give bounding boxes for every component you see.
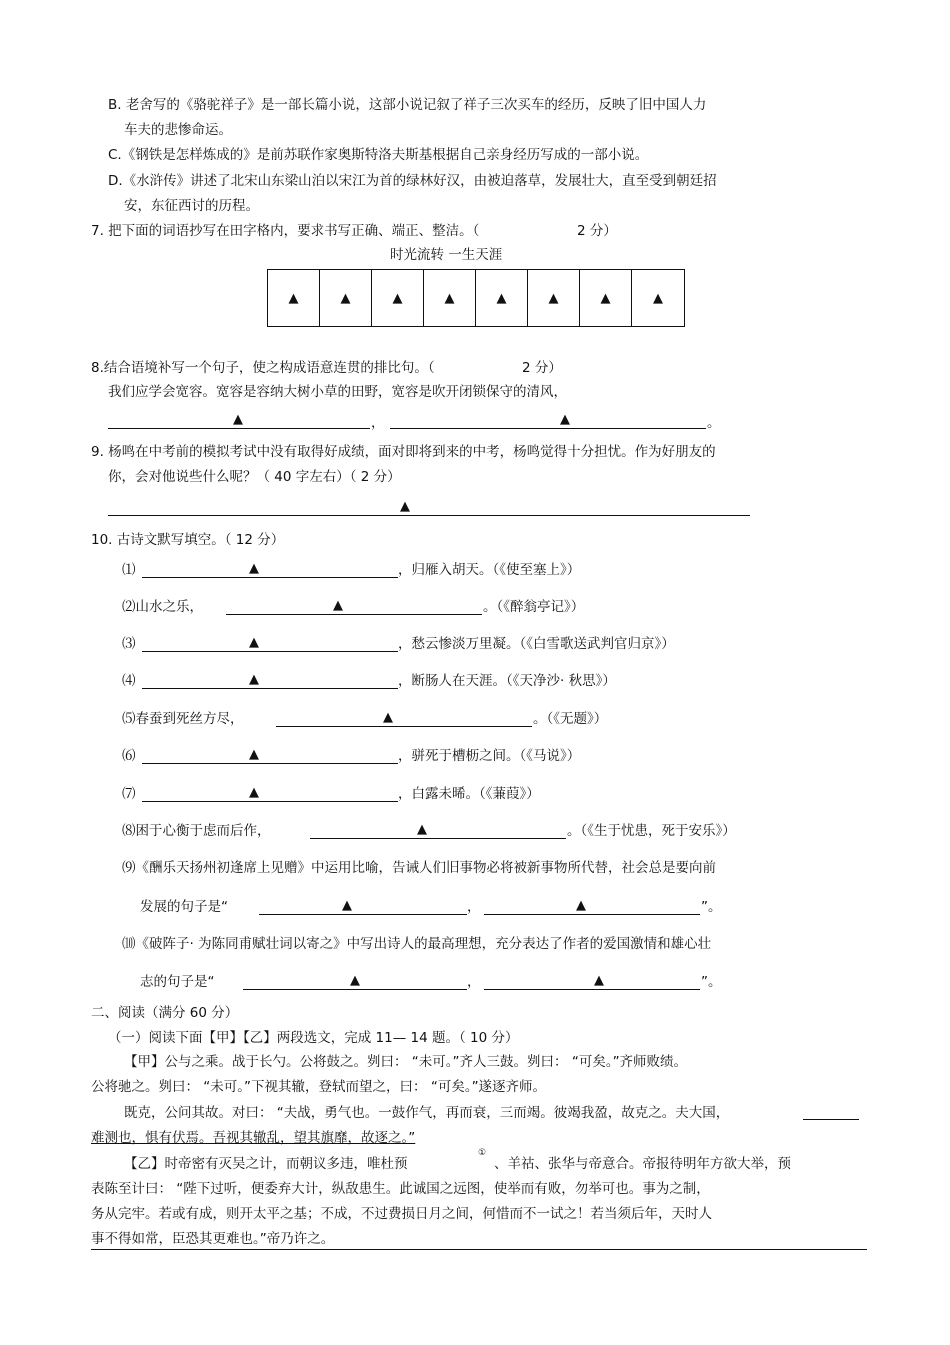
- grid-cell[interactable]: ▲: [320, 270, 372, 326]
- q8-context: 我们应学会宽容。宽容是容纳大树小草的田野，宽容是吹开闭锁保守的清风，: [108, 384, 567, 400]
- q8-comma: ，: [371, 415, 385, 431]
- q10-item10-comma: ，: [467, 974, 481, 990]
- q10-item2-num: ⑵山水之乐，: [122, 599, 203, 615]
- q9-line1: 9. 杨鸣在中考前的模拟考试中没有取得好成绩，面对即将到来的中考，杨鸣觉得十分担忧。作为好朋友的: [91, 444, 716, 460]
- passage-yi-line2: 表陈至计曰： “陛下过听，便委弃大计，纵敌患生。此诚国之远图，使举而有败，勿举可也。事为之制，: [91, 1181, 710, 1197]
- q10-item10-line1: ⑽《破阵子· 为陈同甫赋壮词以寄之》中写出诗人的最高理想，充分表达了作者的爱国激情和雄心壮: [122, 936, 712, 952]
- q10-item10-close: ”。: [701, 974, 722, 990]
- q7-words: 时光流转 一生天涯: [390, 247, 503, 263]
- q10-item3-num: ⑶: [122, 636, 136, 652]
- q8-prompt: 8.结合语境补写一个句子，使之构成语意连贯的排比句。（: [91, 360, 435, 376]
- blank-marker: ▲: [249, 672, 259, 687]
- passage-yi-line1b: 、羊祜、张华与帝意合。帝报待明年方欲大举，预: [494, 1156, 791, 1172]
- q10-item10-line2: 志的句子是“: [140, 974, 215, 990]
- q10-item7-num: ⑺: [122, 786, 136, 802]
- option-d-line1: D.《水浒传》讲述了北宋山东梁山泊以宋江为首的绿林好汉，由被迫落草，发展壮大，直至受到朝廷招: [108, 173, 717, 189]
- reading-section-title: 二、阅读（满分 60 分）: [91, 1005, 239, 1021]
- grid-cell[interactable]: ▲: [528, 270, 580, 326]
- answer-line[interactable]: [484, 914, 700, 915]
- q10-item4-text: ，断肠人在天涯。（《天净沙· 秋思》）: [398, 673, 616, 689]
- passage-jia-line4: 难测也，惧有伏焉。吾视其辙乱，望其旗靡，故逐之。”: [91, 1130, 416, 1146]
- blank-marker: ▲: [342, 898, 352, 913]
- answer-line[interactable]: [108, 515, 750, 516]
- answer-line[interactable]: [142, 801, 398, 802]
- q10-item5-text: 。（《无题》）: [533, 711, 608, 727]
- option-d-line2: 安，东征西讨的历程。: [124, 198, 259, 214]
- blank-marker: ▲: [333, 598, 343, 613]
- passage-jia-line1: 【甲】公与之乘。战于长勺。公将鼓之。刿曰： “未可。”齐人三鼓。刿曰： “可矣。”齐师败绩。: [124, 1054, 688, 1070]
- answer-line[interactable]: [390, 428, 706, 429]
- passage-yi-line3: 务从完牢。若或有成，则开太平之基；不成，不过费损日月之间，何惜而不一试之！若当须后年，天时人: [91, 1206, 712, 1222]
- q10-item6-text: ，骈死于槽枥之间。（《马说》）: [398, 748, 581, 764]
- passage-yi-line4: 事不得如常，臣恐其更难也。”帝乃许之。: [91, 1231, 335, 1247]
- footnote-marker: ①: [478, 1148, 487, 1158]
- q10-item6-num: ⑹: [122, 748, 136, 764]
- answer-line[interactable]: [142, 577, 398, 578]
- passage-jia-line2: 公将驰之。刿曰： “未可。”下视其辙，登轼而望之，曰： “可矣。”遂逐齐师。: [91, 1079, 547, 1095]
- grid-cell[interactable]: ▲: [476, 270, 528, 326]
- option-b-line2: 车夫的悲惨命运。: [124, 122, 232, 138]
- q10-item4-num: ⑷: [122, 673, 136, 689]
- q9-line2: 你，会对他说些什么呢？（ 40 字左右）（ 2 分）: [108, 469, 401, 485]
- answer-line[interactable]: [259, 914, 467, 915]
- answer-line[interactable]: [310, 838, 566, 839]
- answer-line[interactable]: [276, 726, 532, 727]
- q10-item8-num: ⑻困于心衡于虑而后作，: [122, 823, 271, 839]
- underline-mark: [803, 1119, 859, 1120]
- q10-item9-comma: ，: [467, 899, 481, 915]
- answer-line[interactable]: [142, 763, 398, 764]
- q8-period: 。: [707, 415, 721, 431]
- grid-cell[interactable]: ▲: [653, 290, 663, 306]
- blank-marker: ▲: [249, 561, 259, 576]
- answer-line[interactable]: [142, 651, 398, 652]
- blank-marker: ▲: [249, 747, 259, 762]
- blank-marker: ▲: [560, 412, 570, 427]
- answer-line[interactable]: [108, 428, 370, 429]
- answer-line[interactable]: [243, 989, 467, 990]
- answer-line[interactable]: [142, 688, 398, 689]
- blank-marker: ▲: [249, 635, 259, 650]
- blank-marker: ▲: [594, 973, 604, 988]
- grid-cell[interactable]: ▲: [372, 270, 424, 326]
- option-c-line1: C.《钢铁是怎样炼成的》是前苏联作家奥斯特洛夫斯基根据自己亲身经历写成的一部小说。: [108, 147, 649, 163]
- q10-item8-text: 。（《生于忧患，死于安乐》）: [567, 823, 736, 839]
- grid-cell[interactable]: ▲: [424, 270, 476, 326]
- bottom-rule: [91, 1249, 867, 1250]
- q10-item9-close: ”。: [701, 899, 722, 915]
- q10-item9-line1: ⑼《酬乐天扬州初逢席上见赠》中运用比喻，告诫人们旧事物必将被新事物所代替，社会总是要向前: [122, 860, 716, 876]
- reading-sub-title: （一）阅读下面【甲】【乙】两段选文，完成 11— 14 题。（ 10 分）: [108, 1030, 519, 1046]
- q7-prompt: 7. 把下面的词语抄写在田字格内，要求书写正确、端正、整洁。（: [91, 223, 480, 239]
- q10-item7-text: ，白露未晞。（《蒹葭》）: [398, 786, 540, 802]
- grid-cell[interactable]: ▲: [580, 270, 632, 326]
- tianzi-grid: [267, 269, 685, 327]
- answer-line[interactable]: [226, 614, 482, 615]
- blank-marker: ▲: [576, 898, 586, 913]
- q10-prompt: 10. 古诗文默写填空。（ 12 分）: [91, 532, 285, 548]
- blank-marker: ▲: [383, 710, 393, 725]
- grid-cell[interactable]: ▲: [268, 270, 320, 326]
- blank-marker: ▲: [417, 822, 427, 837]
- answer-line[interactable]: [484, 989, 700, 990]
- q10-item1-text: ，归雁入胡天。（《使至塞上》）: [398, 562, 581, 578]
- option-b-line1: B. 老舍写的《骆驼祥子》是一部长篇小说，这部小说记叙了祥子三次买车的经历，反映了旧中国人力: [108, 97, 707, 113]
- passage-yi-line1a: 【乙】时帝密有灭吴之计，而朝议多违，唯杜预: [124, 1156, 408, 1172]
- q10-item2-text: 。（《醉翁亭记》）: [483, 599, 585, 615]
- q8-score: 2 分）: [522, 360, 562, 376]
- q7-score: 2 分）: [577, 223, 617, 239]
- passage-jia-line3: 既克，公问其故。对曰： “夫战，勇气也。一鼓作气，再而衰，三而竭。彼竭我盈，故克之。夫大国，: [124, 1105, 730, 1121]
- q10-item1-num: ⑴: [122, 562, 136, 578]
- q10-item3-text: ，愁云惨淡万里凝。（《白雪歌送武判官归京》）: [398, 636, 675, 652]
- q10-item5-num: ⑸春蚕到死丝方尽，: [122, 711, 244, 727]
- blank-marker: ▲: [400, 499, 410, 514]
- blank-marker: ▲: [249, 785, 259, 800]
- q10-item9-line2: 发展的句子是“: [140, 899, 228, 915]
- blank-marker: ▲: [233, 412, 243, 427]
- blank-marker: ▲: [350, 973, 360, 988]
